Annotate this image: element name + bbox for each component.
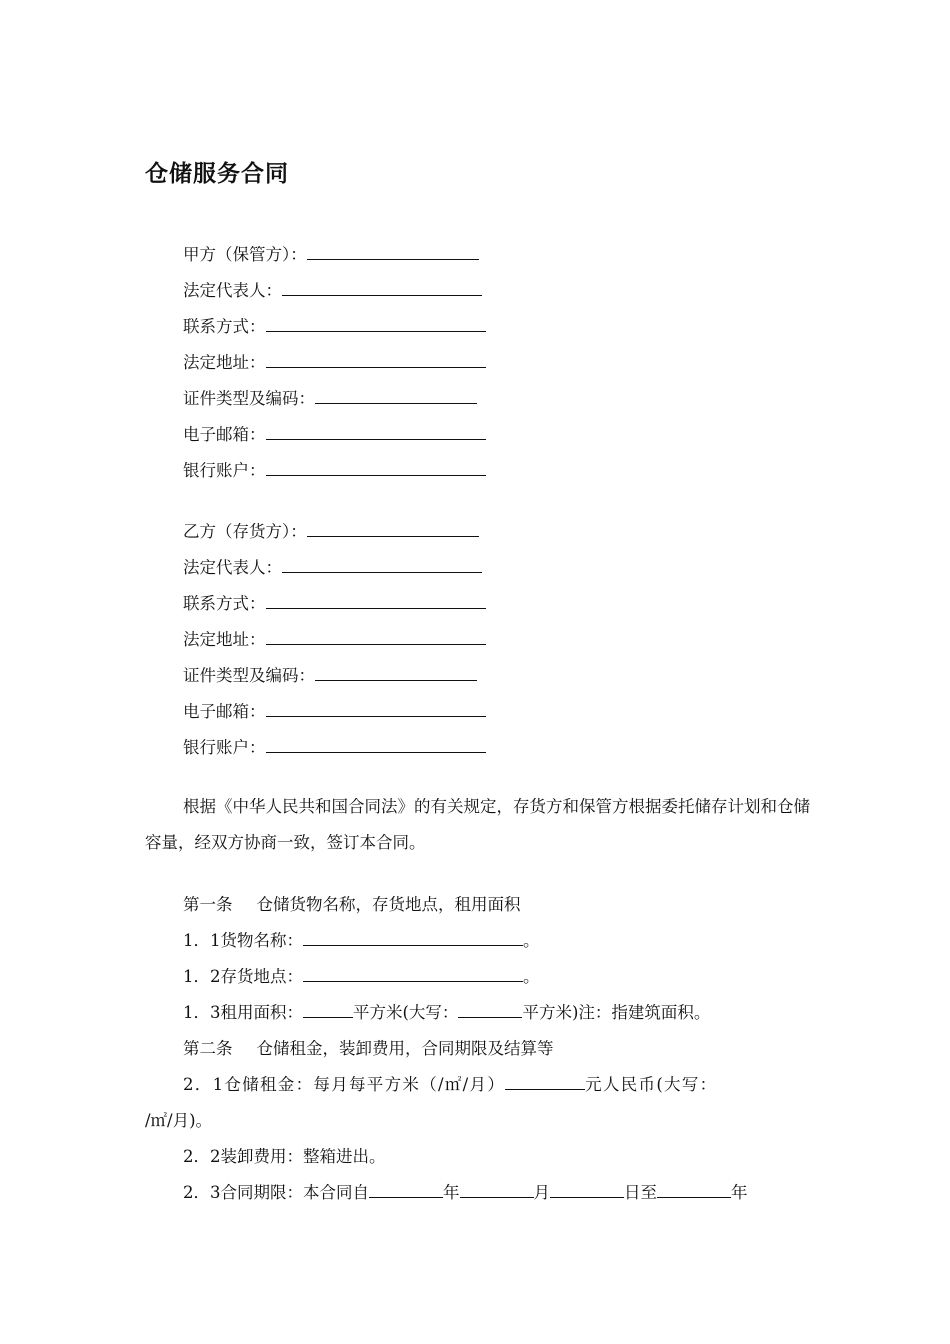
party-b-id-blank[interactable] — [315, 665, 477, 681]
party-a-bank-line — [183, 460, 486, 482]
preamble-paragraph — [145, 789, 813, 861]
article1-item3-mid: 平方米(大写： — [353, 1003, 459, 1022]
party-a-rep-line — [183, 280, 482, 302]
party-b-email-label: 电子邮箱： — [183, 702, 266, 721]
party-a-contact-label: 联系方式： — [183, 317, 266, 336]
party-b-rep-label: 法定代表人： — [183, 558, 282, 577]
party-b-rep-line — [183, 557, 482, 579]
party-b-address-label: 法定地址： — [183, 630, 266, 649]
party-b-name-blank[interactable] — [307, 521, 479, 537]
article2-item2-text: 2．2装卸费用：整箱进出。 — [183, 1147, 386, 1166]
party-b-email-line — [183, 701, 486, 723]
party-a-email-label: 电子邮箱： — [183, 425, 266, 444]
party-b-contact-label: 联系方式： — [183, 594, 266, 613]
party-a-rep-blank[interactable] — [282, 280, 482, 296]
party-a-contact-blank[interactable] — [266, 316, 486, 332]
party-b-rep-blank[interactable] — [282, 557, 482, 573]
party-b-bank-label: 银行账户： — [183, 738, 266, 757]
party-a-email-line — [183, 424, 486, 446]
area-uppercase-blank[interactable] — [458, 1002, 522, 1018]
party-a-name-blank[interactable] — [307, 244, 479, 260]
party-a-id-label: 证件类型及编码： — [183, 389, 315, 408]
day-to-label: 日至 — [624, 1183, 657, 1202]
party-a-id-line — [183, 388, 477, 410]
party-a-address-blank[interactable] — [266, 352, 486, 368]
party-a-address-line — [183, 352, 486, 374]
party-b-name-label: 乙方（存货方）： — [183, 522, 307, 541]
year2-label: 年 — [731, 1183, 748, 1202]
preamble-text: 根据《中华人民共和国合同法》的有关规定，存货方和保管方根据委托储存计划和仓储容量，经双方协商一致，签订本合同。 — [145, 797, 810, 852]
storage-location-blank[interactable] — [303, 966, 523, 982]
end-year-blank[interactable] — [657, 1182, 731, 1198]
party-b-id-label: 证件类型及编码： — [183, 666, 315, 685]
article2-item3 — [183, 1182, 748, 1204]
article1-item3 — [183, 1002, 710, 1024]
article2-heading-num: 第二条 — [183, 1039, 233, 1058]
page-title: 仓储服务合同 — [145, 161, 289, 187]
party-a-contact-line — [183, 316, 486, 338]
article2-item1-label: 2．1仓储租金：每月每平方米（/㎡/月） — [183, 1075, 506, 1094]
party-a-rep-label: 法定代表人： — [183, 281, 282, 300]
party-b-contact-blank[interactable] — [266, 593, 486, 609]
party-a-email-blank[interactable] — [266, 424, 486, 440]
rent-blank[interactable] — [505, 1074, 585, 1090]
article1-item1-label: 1．1货物名称： — [183, 931, 303, 950]
party-b-address-blank[interactable] — [266, 629, 486, 645]
party-a-name-label: 甲方（保管方）： — [183, 245, 307, 264]
party-a-id-blank[interactable] — [315, 388, 477, 404]
article2-item2 — [183, 1146, 386, 1168]
article1-heading — [183, 894, 521, 916]
article2-heading-text: 仓储租金，装卸费用，合同期限及结算等 — [256, 1039, 554, 1058]
article2-heading — [183, 1038, 554, 1060]
party-a-address-label: 法定地址： — [183, 353, 266, 372]
article1-heading-text: 仓储货物名称，存货地点，租用面积 — [256, 895, 521, 914]
party-a-bank-blank[interactable] — [266, 460, 486, 476]
party-b-email-blank[interactable] — [266, 701, 486, 717]
article1-item1 — [183, 930, 540, 952]
article2-item3-label: 2．3合同期限：本合同自 — [183, 1183, 369, 1202]
article2-item1-cont — [145, 1110, 212, 1132]
party-b-contact-line — [183, 593, 486, 615]
article1-item2-label: 1．2存货地点： — [183, 967, 303, 986]
article2-item1-mid: 元人民币(大写： — [585, 1075, 718, 1094]
article2-item1 — [183, 1074, 717, 1096]
article1-item2-end: 。 — [523, 967, 540, 986]
month-label: 月 — [533, 1183, 550, 1202]
article1-item1-end: 。 — [523, 931, 540, 950]
goods-name-blank[interactable] — [303, 930, 523, 946]
article1-item2 — [183, 966, 540, 988]
party-b-address-line — [183, 629, 486, 651]
party-b-bank-blank[interactable] — [266, 737, 486, 753]
start-day-blank[interactable] — [550, 1182, 624, 1198]
article2-item1-cont-text: /㎡/月)。 — [145, 1111, 213, 1130]
article1-item3-label: 1．3租用面积： — [183, 1003, 303, 1022]
party-b-name-line — [183, 521, 479, 543]
party-a-bank-label: 银行账户： — [183, 461, 266, 480]
article1-heading-num: 第一条 — [183, 895, 233, 914]
party-b-bank-line — [183, 737, 486, 759]
year-label: 年 — [443, 1183, 460, 1202]
party-a-name-line — [183, 244, 479, 266]
start-month-blank[interactable] — [460, 1182, 534, 1198]
area-blank[interactable] — [303, 1002, 353, 1018]
article1-item3-end: 平方米)注：指建筑面积。 — [522, 1003, 711, 1022]
start-year-blank[interactable] — [369, 1182, 443, 1198]
party-b-id-line — [183, 665, 477, 687]
